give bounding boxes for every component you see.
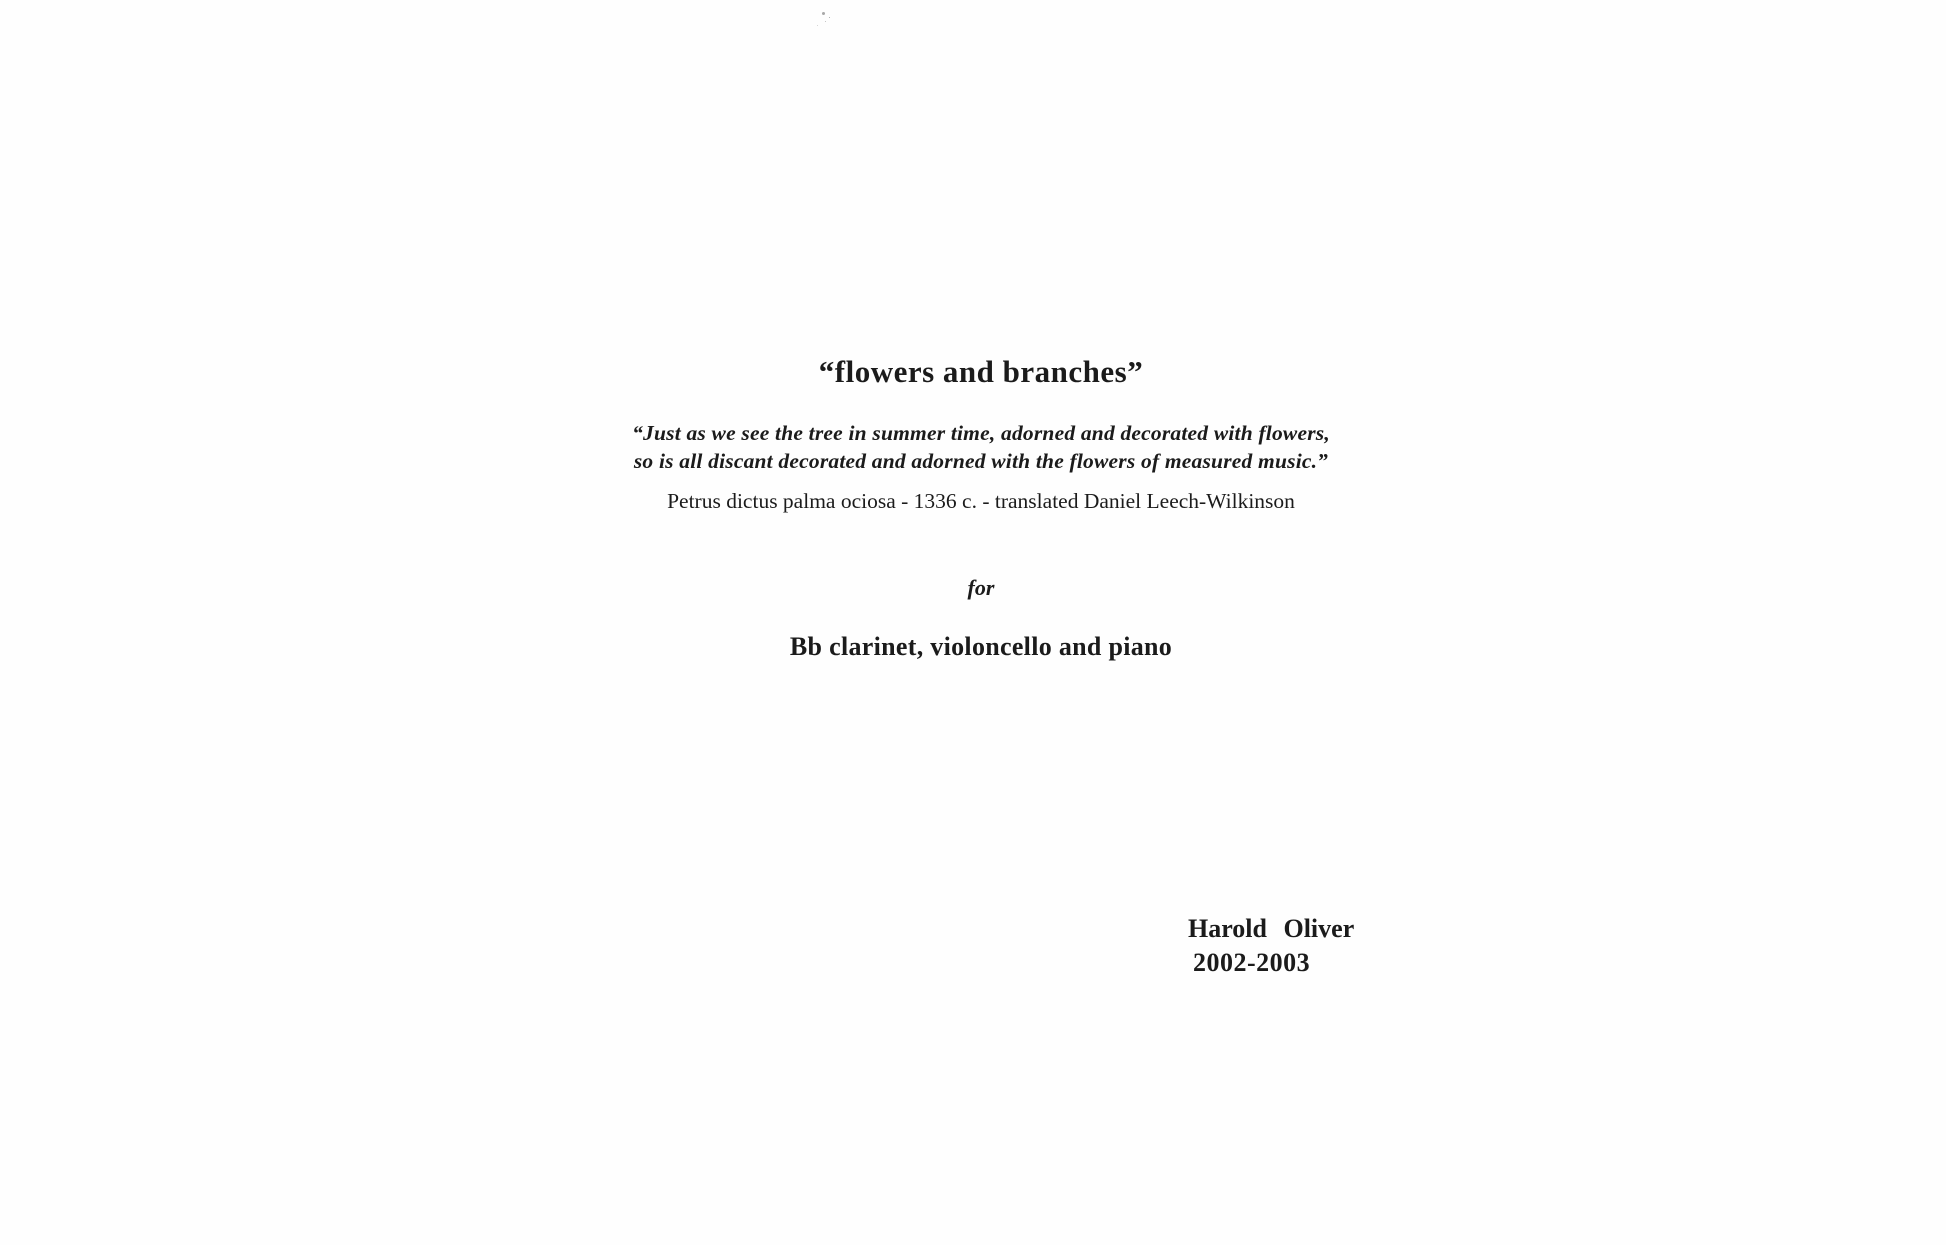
instrumentation-line: Bb clarinet, violoncello and piano — [789, 632, 1173, 661]
for-label: for — [967, 575, 995, 600]
title-block — [531, 352, 1431, 663]
epigraph-line-1: “Just as we see the tree in summer time, adorned and decorated with flowers, — [632, 421, 1330, 445]
author-block — [1188, 912, 1354, 980]
epigraph-quote — [531, 419, 1431, 475]
scan-smudge-artifact — [822, 12, 825, 15]
composer-name: Harold Oliver — [1188, 914, 1355, 943]
composition-years: 2002-2003 — [1193, 948, 1311, 977]
epigraph-attribution: Petrus dictus palma ociosa - 1336 c. - translated Daniel Leech-Wilkinson — [667, 489, 1295, 513]
page-title: “flowers and branches” — [818, 354, 1144, 389]
epigraph-line-2: so is all discant decorated and adorned with the flowers of measured music.” — [633, 449, 1329, 473]
